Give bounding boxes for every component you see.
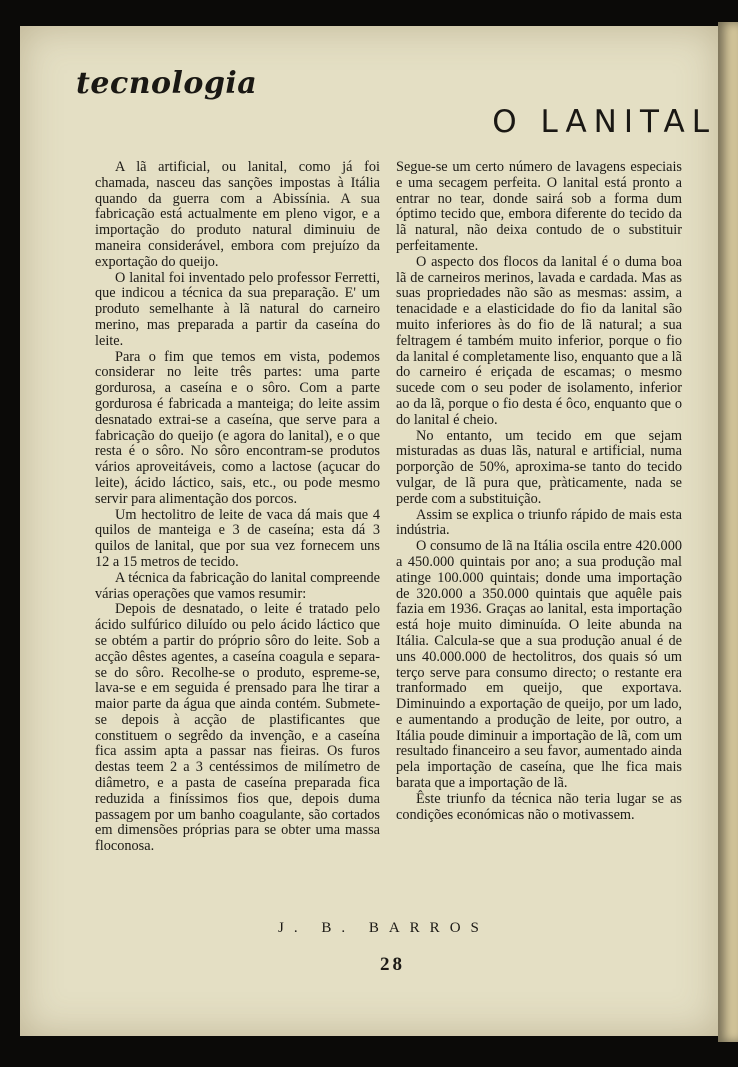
paragraph: O lanital foi inventado pelo professor Ferretti, que indicou a técnica da sua preparação. E' um produto semelhante à lã natural do carneiro merino, mas preparada a partir da caseína do leite. (95, 269, 380, 349)
page-number: 28 (380, 954, 405, 975)
right-column (396, 160, 682, 823)
section-label: tecnologia (76, 66, 258, 101)
paragraph: Para o fim que temos em vista, podemos considerar no leite três partes: uma parte gordurosa, a caseína e o sôro. Com a parte gordurosa é fabricada a manteiga; do leite assim desnatado extrai-se a caseína, que serve para a fabricação do queijo (e agora do lanital), e o que resta é o sôro. No sôro encontram-se produtos vários aproveitáveis, como a lactose (açucar do leite), ácido láctico, sais, etc., ou pode mesmo servir para alimentação dos porcos. (95, 348, 380, 507)
paragraph: Depois de desnatado, o leite é tratado pelo ácido sulfúrico diluído ou pelo ácido láctico que se obtém a partir do próprio sôro do leite. Sob a acção dêstes agentes, a caseína coagula e separa-se do sôro. Recolhe-se o produto, espreme-se, lava-se e em seguida é prensado para lhe tirar a maior parte da água que ainda contém. Submete-se depois à acção de plastificantes que constituem o segrêdo da invenção, e a caseína fica assim apta a passar nas fieiras. Os furos destas teem 2 a 3 centéssimos de milímetro de diâmetro, e a pasta de caseína preparada fica reduzida a finíssimos fios que, depois duma passagem por um banho coagulante, são cortados em dimensões próprias para se obter uma massa floconosa. (95, 601, 380, 855)
paragraph: No entanto, um tecido em que sejam misturadas as duas lãs, natural e artificial, numa porporção de 50%, aproxima-se tanto do tecido vulgar, de lã pura que, pràticamente, nada se perde com a substituição. (396, 427, 682, 507)
next-page-edge (718, 22, 738, 1042)
paragraph: Assim se explica o triunfo rápido de mais esta indústria. (396, 506, 682, 539)
article-headline: O LANITAL (492, 104, 716, 140)
paragraph: O aspecto dos flocos da lanital é o duma boa lã de carneiros merinos, lavada e cardada. Mas as suas propriedades não são as mesmas: assim, a tenacidade e a elasticidade do fio da lanital são muito inferiores às do fio de lã natural; a sua feltragem é também muito inferior, porque o fio da lanital é completamente liso, enquanto que a lã do carneiro é eriçada de escamas; o mesmo sucede com o seu poder de isolamento, inferior ao da lã, porque o fio desta é ôco, enquanto que o do lanital é cheio. (396, 253, 682, 428)
paragraph: Segue-se um certo número de lavagens especiais e uma secagem perfeita. O lanital está pronto a entrar no tear, donde sairá sob a forma dum óptimo tecido que, embora diferente do tecido da lã natural, não deixa contudo de o substituir perfeitamente. (396, 159, 682, 254)
author-byline: J. B. BARROS (278, 920, 489, 936)
left-column (95, 160, 380, 855)
paragraph: Êste triunfo da técnica não teria lugar se as condições económicas não o motivassem. (396, 790, 682, 823)
paragraph: Um hectolitro de leite de vaca dá mais que 4 quilos de manteiga e 3 de caseína; esta dá 3 quilos de lanital, que por sua vez fornecem uns 12 a 15 metros de tecido. (95, 506, 380, 570)
paragraph: O consumo de lã na Itália oscila entre 420.000 a 450.000 quintais por ano; a sua produção mal atinge 100.000 quintais; donde uma importação de 320.000 a 350.000 quintais que aquêle pais fazia em 1936. Graças ao lanital, esta importação está hoje muito diminuída. O leite abunda na Itália. Calcula-se que a sua produção anual é de uns 40.000.000 de hectolitros, dos quais só um terço serve para consumo directo; o restante era tranformado em queijo, que exportava. Diminuindo a exportação de queijo, por um lado, e aumentando a produção de leite, por outro, a Itália poude diminuir a importação de lã, com um resultado financeiro a seu favor, aumentado ainda pela importação de caseína, que lhe fica mais barata que a importação de lã. (396, 538, 682, 792)
paragraph: A lã artificial, ou lanital, como já foi chamada, nasceu das sanções impostas à Itália quando da guerra com a Abissínia. A sua fabricação está actualmente em pleno vigor, e a importação do produto natural diminuiu de maneira considerável, embora com prejuízo da exportação do queijo. (95, 159, 380, 270)
paragraph: A técnica da fabricação do lanital compreende várias operações que vamos resumir: (95, 569, 380, 602)
